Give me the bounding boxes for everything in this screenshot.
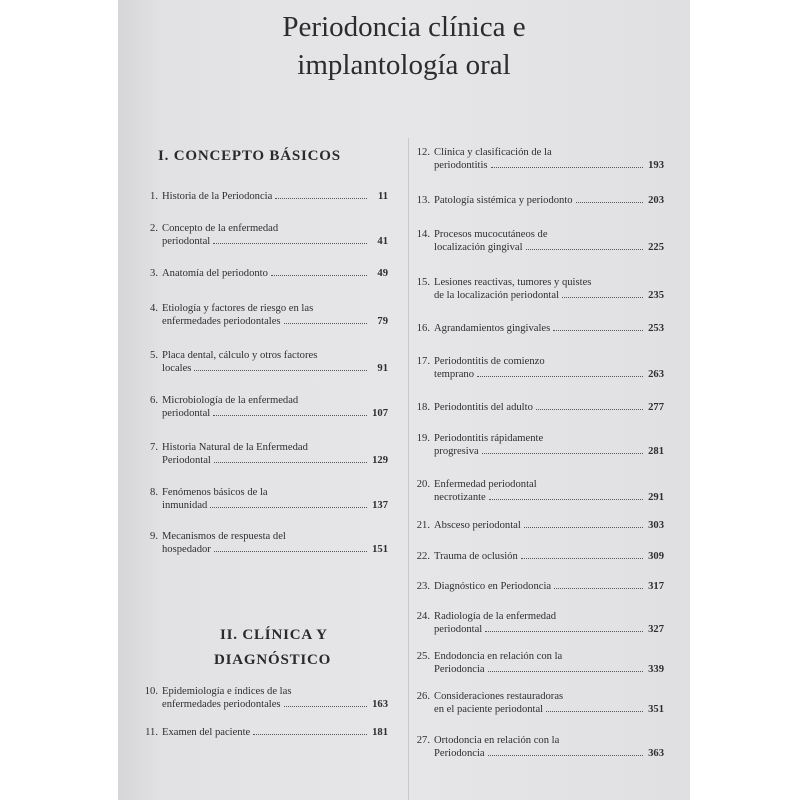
chapter-title: Historia Natural de la Enfermedad bbox=[162, 442, 308, 453]
page-number: 193 bbox=[648, 160, 664, 171]
chapter-number: 25. bbox=[416, 651, 430, 662]
chapter-number: 27. bbox=[416, 735, 430, 746]
chapter-title: Ortodoncia en relación con la bbox=[434, 735, 560, 746]
chapter-number: 14. bbox=[416, 229, 430, 240]
column-divider bbox=[408, 138, 409, 800]
page-number: 49 bbox=[377, 268, 388, 279]
page-number: 79 bbox=[377, 316, 388, 327]
chapter-title: Periodontitis del adulto bbox=[434, 402, 533, 413]
chapter-title: Clínica y clasificación de la bbox=[434, 147, 552, 158]
chapter-number: 10. bbox=[144, 686, 158, 697]
page-number: 277 bbox=[648, 402, 664, 413]
chapter-number: 21. bbox=[416, 520, 430, 531]
chapter-number: 11. bbox=[145, 727, 158, 738]
page-number: 137 bbox=[372, 500, 388, 511]
chapter-number: 23. bbox=[416, 581, 430, 592]
chapter-title: Anatomía del periodonto bbox=[162, 268, 268, 279]
leader-dots bbox=[213, 415, 367, 416]
chapter-number: 3. bbox=[150, 268, 158, 279]
leader-dots bbox=[482, 453, 643, 454]
chapter-number: 22. bbox=[416, 551, 430, 562]
leader-dots bbox=[284, 706, 367, 707]
chapter-number: 9. bbox=[150, 531, 158, 542]
leader-dots bbox=[521, 558, 643, 559]
chapter-title: inmunidad bbox=[162, 500, 208, 511]
leader-dots bbox=[210, 507, 367, 508]
chapter-title: Periodoncia bbox=[434, 664, 485, 675]
chapter-title: Diagnóstico en Periodoncia bbox=[434, 581, 552, 592]
leader-dots bbox=[271, 275, 367, 276]
page-number: 225 bbox=[648, 242, 664, 253]
chapter-title: periodontal bbox=[434, 624, 483, 635]
section-heading-2-line-1: II. CLÍNICA Y bbox=[220, 627, 328, 643]
chapter-title: Periodoncia bbox=[434, 748, 485, 759]
chapter-number: 26. bbox=[416, 691, 430, 702]
page-number: 163 bbox=[372, 699, 388, 710]
chapter-title: Endodoncia en relación con la bbox=[434, 651, 563, 662]
leader-dots bbox=[214, 551, 367, 552]
page-number: 129 bbox=[372, 455, 388, 466]
leader-dots bbox=[213, 243, 367, 244]
chapter-title: periodontal bbox=[162, 236, 211, 247]
leader-dots bbox=[275, 198, 367, 199]
chapter-title: Agrandamientos gingivales bbox=[434, 323, 551, 334]
chapter-title: Periodontitis rápidamente bbox=[434, 433, 544, 444]
page-number: 263 bbox=[648, 369, 664, 380]
page-number: 235 bbox=[648, 290, 664, 301]
chapter-title: hospedador bbox=[162, 544, 211, 555]
leader-dots bbox=[553, 330, 643, 331]
page-number: 281 bbox=[648, 446, 664, 457]
leader-dots bbox=[524, 527, 643, 528]
chapter-title: Periodontal bbox=[162, 455, 211, 466]
section-heading-1: I. CONCEPTO BÁSICOS bbox=[158, 148, 341, 164]
chapter-title: Concepto de la enfermedad bbox=[162, 223, 279, 234]
book-page bbox=[118, 0, 690, 800]
chapter-title: Mecanismos de respuesta del bbox=[162, 531, 286, 542]
leader-dots bbox=[554, 588, 643, 589]
chapter-title: Procesos mucocutáneos de bbox=[434, 229, 548, 240]
leader-dots bbox=[253, 734, 367, 735]
leader-dots bbox=[489, 499, 643, 500]
chapter-number: 5. bbox=[150, 350, 158, 361]
page-number: 351 bbox=[648, 704, 664, 715]
chapter-title: Patología sistémica y periodonto bbox=[434, 195, 573, 206]
page-number: 253 bbox=[648, 323, 664, 334]
leader-dots bbox=[562, 297, 643, 298]
chapter-number: 2. bbox=[150, 223, 158, 234]
chapter-title: Examen del paciente bbox=[162, 727, 251, 738]
chapter-title: Placa dental, cálculo y otros factores bbox=[162, 350, 318, 361]
chapter-title: progresiva bbox=[434, 446, 479, 457]
leader-dots bbox=[284, 323, 367, 324]
title-line-1: Periodoncia clínica e bbox=[282, 11, 526, 43]
chapter-title: temprano bbox=[434, 369, 475, 380]
leader-dots bbox=[576, 202, 643, 203]
page-number: 151 bbox=[372, 544, 388, 555]
chapter-title: enfermedades periodontales bbox=[162, 699, 281, 710]
page-number: 107 bbox=[372, 408, 388, 419]
leader-dots bbox=[546, 711, 643, 712]
leader-dots bbox=[214, 462, 367, 463]
title-line-2: implantología oral bbox=[297, 49, 511, 81]
leader-dots bbox=[194, 370, 367, 371]
chapter-title: localización gingival bbox=[434, 242, 523, 253]
chapter-number: 24. bbox=[416, 611, 430, 622]
leader-dots bbox=[477, 376, 643, 377]
chapter-title: Radiología de la enfermedad bbox=[434, 611, 557, 622]
section-heading-2-line-2: DIAGNÓSTICO bbox=[214, 652, 332, 668]
leader-dots bbox=[488, 671, 643, 672]
chapter-number: 12. bbox=[416, 147, 430, 158]
page-number: 317 bbox=[648, 581, 664, 592]
chapter-title: Trauma de oclusión bbox=[434, 551, 518, 562]
page-number: 363 bbox=[648, 748, 664, 759]
chapter-number: 13. bbox=[416, 195, 430, 206]
page-number: 327 bbox=[648, 624, 664, 635]
leader-dots bbox=[488, 755, 643, 756]
chapter-number: 7. bbox=[150, 442, 158, 453]
chapter-title: periodontal bbox=[162, 408, 211, 419]
page-number: 203 bbox=[648, 195, 664, 206]
chapter-number: 6. bbox=[150, 395, 158, 406]
chapter-title: en el paciente periodontal bbox=[434, 704, 544, 715]
chapter-number: 1. bbox=[150, 191, 158, 202]
chapter-title: locales bbox=[162, 363, 192, 374]
chapter-number: 20. bbox=[416, 479, 430, 490]
chapter-number: 4. bbox=[150, 303, 158, 314]
chapter-title: necrotizante bbox=[434, 492, 486, 503]
page-number: 41 bbox=[377, 236, 388, 247]
chapter-title: Lesiones reactivas, tumores y quistes bbox=[434, 277, 592, 288]
chapter-number: 15. bbox=[416, 277, 430, 288]
page-number: 339 bbox=[648, 664, 664, 675]
leader-dots bbox=[491, 167, 643, 168]
page-number: 181 bbox=[372, 727, 388, 738]
chapter-title: Enfermedad periodontal bbox=[434, 479, 537, 490]
chapter-title: enfermedades periodontales bbox=[162, 316, 281, 327]
chapter-title: Periodontitis de comienzo bbox=[434, 356, 545, 367]
chapter-title: Fenómenos básicos de la bbox=[162, 487, 268, 498]
leader-dots bbox=[485, 631, 643, 632]
chapter-title: de la localización periodontal bbox=[434, 290, 560, 301]
chapter-title: Microbiología de la enfermedad bbox=[162, 395, 299, 406]
book-title bbox=[118, 8, 690, 84]
page-number: 291 bbox=[648, 492, 664, 503]
page-number: 91 bbox=[377, 363, 388, 374]
chapter-title: Consideraciones restauradoras bbox=[434, 691, 564, 702]
chapter-number: 19. bbox=[416, 433, 430, 444]
chapter-number: 8. bbox=[150, 487, 158, 498]
chapter-title: Etiología y factores de riesgo en las bbox=[162, 303, 314, 314]
chapter-title: Epidemiología e índices de las bbox=[162, 686, 292, 697]
chapter-number: 16. bbox=[416, 323, 430, 334]
chapter-title: Absceso periodontal bbox=[434, 520, 521, 531]
page-number: 309 bbox=[648, 551, 664, 562]
chapter-title: Historia de la Periodoncia bbox=[162, 191, 273, 202]
chapter-number: 18. bbox=[416, 402, 430, 413]
chapter-title: periodontitis bbox=[434, 160, 488, 171]
chapter-number: 17. bbox=[416, 356, 430, 367]
leader-dots bbox=[526, 249, 643, 250]
leader-dots bbox=[536, 409, 643, 410]
page-number: 11 bbox=[377, 191, 388, 202]
page-number: 303 bbox=[648, 520, 664, 531]
